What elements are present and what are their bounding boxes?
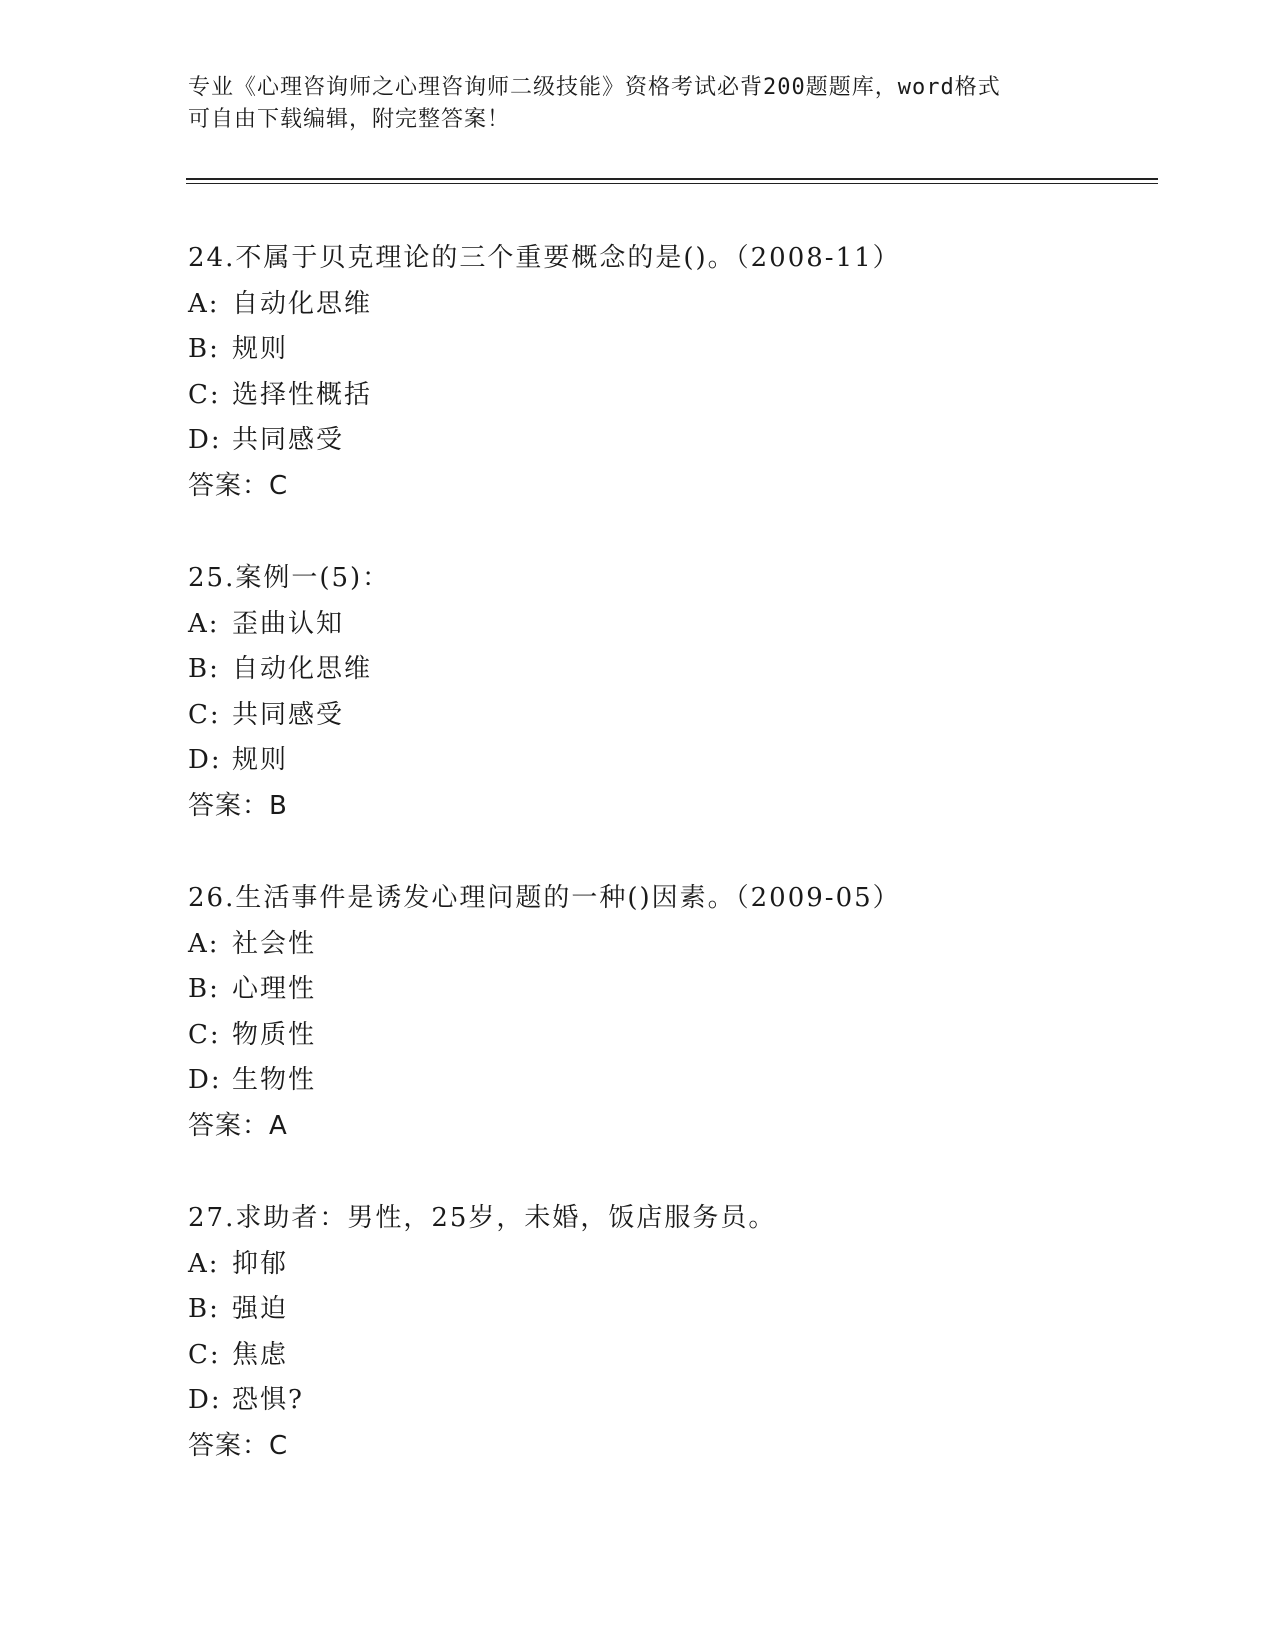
option-key: D:: [188, 425, 222, 455]
option-d: [188, 418, 1138, 464]
option-key: D:: [188, 1065, 222, 1095]
question-list: [188, 236, 1138, 1516]
option-text: 规则: [232, 334, 289, 364]
option-text: 焦虑: [232, 1339, 289, 1370]
header-divider: [186, 178, 1158, 180]
option-key: B:: [188, 334, 220, 364]
option-key: C:: [188, 699, 221, 730]
option-key: A:: [188, 1248, 220, 1279]
answer-line: 答案：C: [188, 1430, 289, 1461]
option-b: [188, 647, 1138, 693]
question-stem: 24.不属于贝克理论的三个重要概念的是()。（2008-11）: [188, 243, 901, 273]
header-divider-secondary: [186, 183, 1158, 184]
option-a: [188, 1242, 1138, 1288]
option-text: 规则: [232, 745, 289, 775]
option-key: A:: [188, 608, 220, 639]
option-key: C:: [188, 1339, 221, 1370]
option-text: 恐惧?: [232, 1385, 304, 1415]
option-c: [188, 1333, 1138, 1379]
option-key: B:: [188, 974, 220, 1004]
option-key: B:: [188, 1294, 220, 1324]
question-item: [188, 236, 1138, 509]
answer-line: 答案：B: [188, 790, 288, 821]
option-c: [188, 1013, 1138, 1059]
option-c: [188, 373, 1138, 419]
question-item: [188, 1196, 1138, 1469]
question-stem: 25.案例一(5)：: [188, 563, 391, 593]
question-stem: 27.求助者：男性，25岁，未婚，饭店服务员。: [188, 1203, 777, 1233]
option-text: 物质性: [232, 1019, 317, 1050]
option-text: 共同感受: [232, 425, 345, 455]
option-key: D:: [188, 1385, 222, 1415]
option-a: [188, 282, 1138, 328]
option-text: 生物性: [232, 1065, 317, 1095]
header-line-1: 专业《心理咨询师之心理咨询师二级技能》资格考试必背200题题库，word格式: [188, 75, 1001, 100]
option-key: C:: [188, 379, 221, 410]
question-stem: 26.生活事件是诱发心理问题的一种()因素。（2009-05）: [188, 883, 901, 913]
option-b: [188, 967, 1138, 1013]
option-b: [188, 1287, 1138, 1333]
answer-line: 答案：A: [188, 1110, 288, 1141]
option-text: 自动化思维: [232, 654, 373, 684]
option-b: [188, 327, 1138, 373]
option-a: [188, 602, 1138, 648]
option-key: A:: [188, 288, 220, 319]
option-text: 社会性: [232, 928, 317, 959]
option-c: [188, 693, 1138, 739]
option-a: [188, 922, 1138, 968]
question-item: [188, 876, 1138, 1149]
option-key: D:: [188, 745, 222, 775]
option-d: [188, 738, 1138, 784]
answer-line: 答案：C: [188, 470, 289, 501]
option-text: 自动化思维: [232, 288, 373, 319]
option-key: C:: [188, 1019, 221, 1050]
document-header: [188, 72, 1088, 136]
option-d: [188, 1058, 1138, 1104]
option-d: [188, 1378, 1138, 1424]
option-text: 强迫: [232, 1294, 289, 1324]
header-line-2: 可自由下载编辑，附完整答案！: [188, 107, 511, 132]
option-text: 心理性: [232, 974, 317, 1004]
option-text: 共同感受: [232, 699, 345, 730]
option-text: 选择性概括: [232, 379, 373, 410]
option-text: 歪曲认知: [232, 608, 345, 639]
question-item: [188, 556, 1138, 829]
option-key: B:: [188, 654, 220, 684]
option-text: 抑郁: [232, 1248, 289, 1279]
option-key: A:: [188, 928, 220, 959]
